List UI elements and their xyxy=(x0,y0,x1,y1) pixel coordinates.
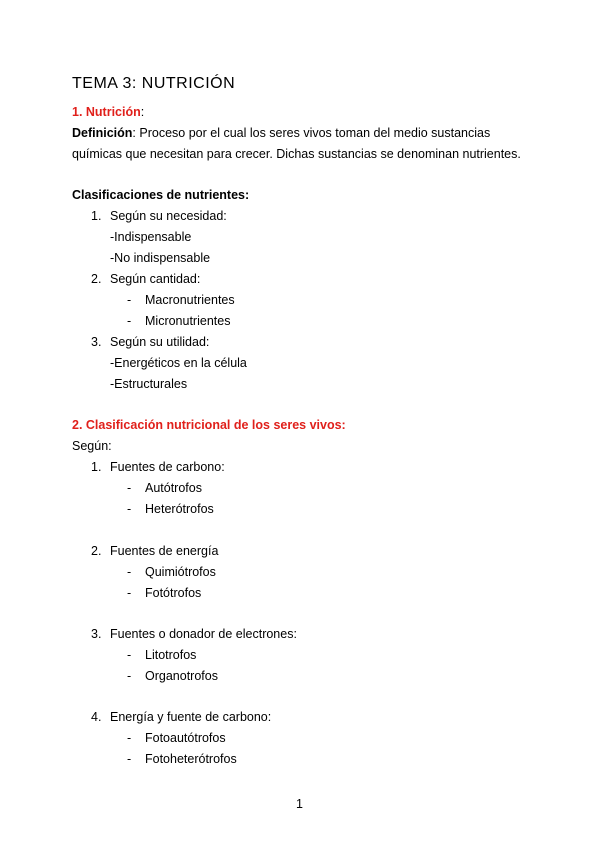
nutrient-item-2-number: 2. xyxy=(91,272,102,286)
organism-item-2-sub-2: Fotótrofos xyxy=(145,586,202,600)
organism-item-4-label: Energía y fuente de carbono: xyxy=(110,710,272,724)
page-title: TEMA 3: NUTRICIÓN xyxy=(72,75,236,92)
section1-heading: 1. Nutrición xyxy=(72,105,141,119)
bullet-dash: - xyxy=(127,752,132,766)
organism-item-1-sub-1: Autótrofos xyxy=(145,481,202,495)
classifications-heading: Clasificaciones de nutrientes: xyxy=(72,188,250,202)
nutrient-item-1-label: Según su necesidad: xyxy=(110,209,227,223)
organism-item-4-number: 4. xyxy=(91,710,102,724)
definition-text-1: : Proceso por el cual los seres vivos toman del medio sustancias xyxy=(132,126,491,140)
organism-item-2-sub-1: Quimiótrofos xyxy=(145,565,216,579)
nutrient-item-1-sub-2: -No indispensable xyxy=(110,251,211,265)
bullet-dash: - xyxy=(127,586,132,600)
bullet-dash: - xyxy=(127,669,132,683)
bullet-dash: - xyxy=(127,293,132,307)
organism-item-4-sub-1: Fotoautótrofos xyxy=(145,731,226,745)
section2-heading: 2. Clasificación nutricional de los seres vivos: xyxy=(72,418,346,432)
bullet-dash: - xyxy=(127,502,132,516)
organism-item-3-number: 3. xyxy=(91,627,102,641)
nutrient-item-3-sub-2: -Estructurales xyxy=(110,377,188,391)
bullet-dash: - xyxy=(127,648,132,662)
organism-item-4-sub-2: Fotoheterótrofos xyxy=(145,752,237,766)
organism-item-1-sub-2: Heterótrofos xyxy=(145,502,214,516)
definition-label: Definición xyxy=(72,126,133,140)
nutrient-item-3-label: Según su utilidad: xyxy=(110,335,210,349)
definition-line-1 xyxy=(72,125,490,141)
bullet-dash: - xyxy=(127,314,132,328)
organism-item-2-label: Fuentes de energía xyxy=(110,544,219,558)
section2-intro: Según: xyxy=(72,439,112,453)
section1-heading-line xyxy=(72,104,144,120)
nutrient-item-1-sub-1: -Indispensable xyxy=(110,230,192,244)
bullet-dash: - xyxy=(127,731,132,745)
organism-item-3-label: Fuentes o donador de electrones: xyxy=(110,627,297,641)
organism-item-2-number: 2. xyxy=(91,544,102,558)
organism-item-1-label: Fuentes de carbono: xyxy=(110,460,225,474)
nutrient-item-1-number: 1. xyxy=(91,209,102,223)
organism-item-3-sub-2: Organotrofos xyxy=(145,669,218,683)
section1-heading-colon: : xyxy=(140,105,145,119)
nutrient-item-3-sub-1: -Energéticos en la célula xyxy=(110,356,247,370)
page-number: 1 xyxy=(296,797,303,811)
nutrient-item-2-label: Según cantidad: xyxy=(110,272,201,286)
definition-line-2: químicas que necesitan para crecer. Dichas sustancias se denominan nutrientes. xyxy=(72,147,521,161)
nutrient-item-2-sub-2: Micronutrientes xyxy=(145,314,231,328)
bullet-dash: - xyxy=(127,565,132,579)
nutrient-item-2-sub-1: Macronutrientes xyxy=(145,293,235,307)
organism-item-3-sub-1: Litotrofos xyxy=(145,648,197,662)
bullet-dash: - xyxy=(127,481,132,495)
nutrient-item-3-number: 3. xyxy=(91,335,102,349)
organism-item-1-number: 1. xyxy=(91,460,102,474)
